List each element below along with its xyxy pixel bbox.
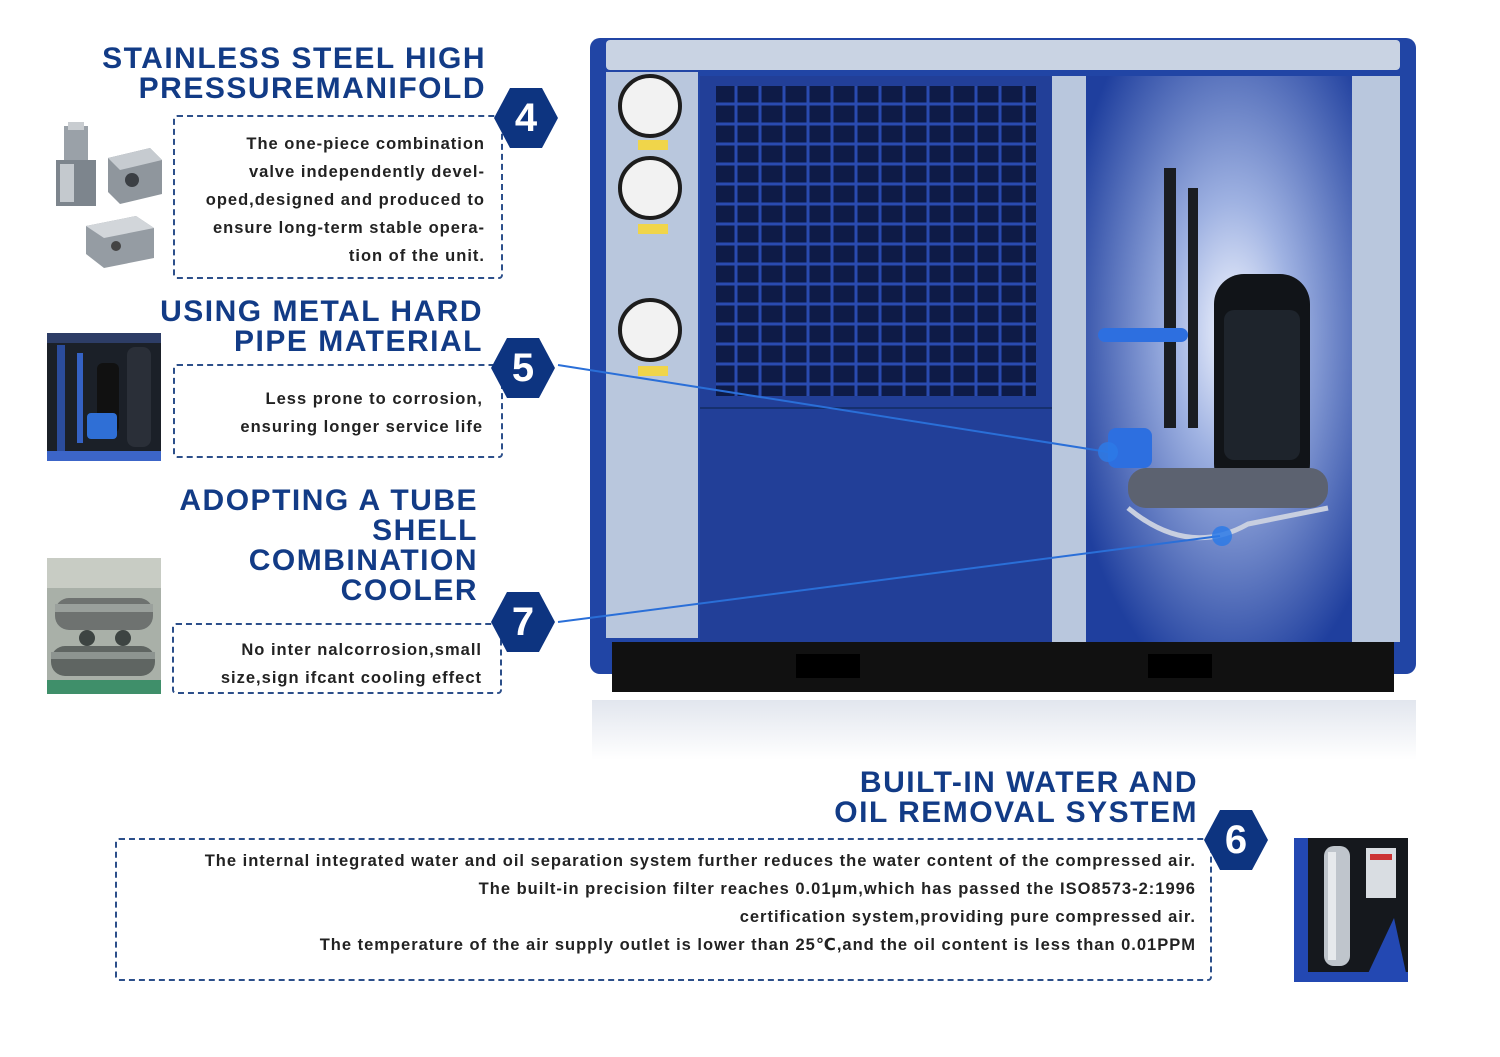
feature-4-title: STAINLESS STEEL HIGH PRESSUREMANIFOLD [102, 42, 486, 105]
feature-7-title: ADOPTING A TUBE SHELL COMBINATION COOLER [179, 484, 478, 607]
feature-6-title: BUILT-IN WATER AND OIL REMOVAL SYSTEM [834, 766, 1198, 829]
feature-4-number-badge: 4 [494, 86, 558, 150]
feature-7-description: No inter nalcorrosion,small size,sign ifcant cooling effect [172, 623, 502, 694]
feature-5-description: Less prone to corrosion, ensuring longer service life [173, 364, 503, 458]
feature-6-description: The internal integrated water and oil separation system further reduces the water content of the compressed air. The built-in precision filter reaches 0.01μm,which has passed the ISO8573-2:1996 certification system,providing pure compressed air. The temperature of the air supply outlet is lower than 25℃,and the oil content is less than 0.01PPM [115, 838, 1212, 981]
feature-4-description: The one-piece combination valve independently devel- oped,designed and produced to ensure long-term stable opera- tion of the unit. [173, 115, 503, 279]
feature-5-title: USING METAL HARD PIPE MATERIAL [160, 295, 483, 358]
filter-unit-photo [1294, 838, 1408, 982]
feature-7-number-badge: 7 [491, 590, 555, 654]
feature-6-number-badge: 6 [1204, 808, 1268, 872]
feature-5-number-badge: 5 [491, 336, 555, 400]
